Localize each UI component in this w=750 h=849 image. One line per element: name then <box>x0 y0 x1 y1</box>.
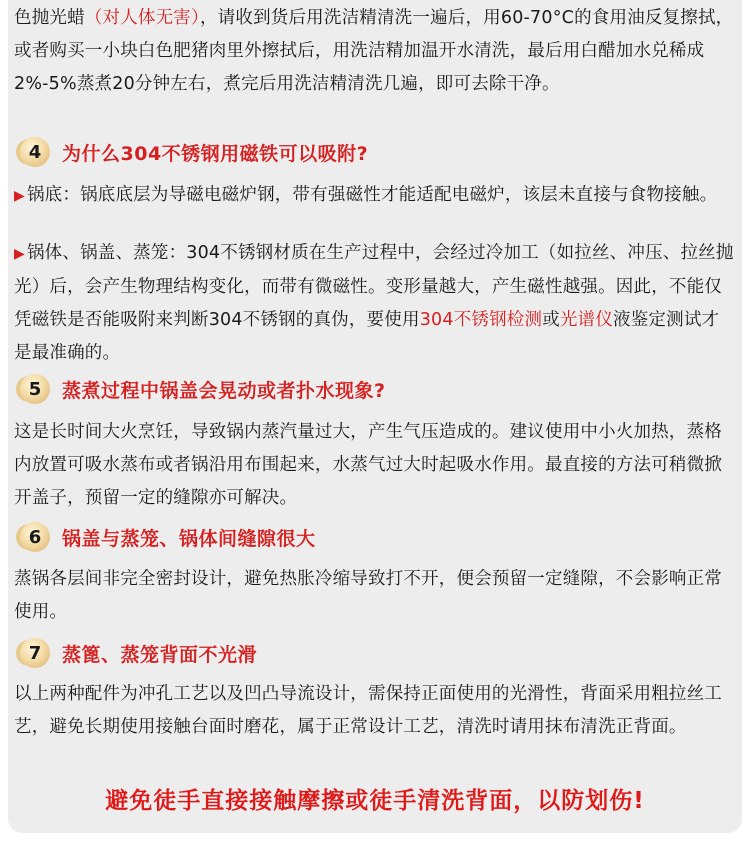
highlight-304-test: 304不锈钢检测 <box>419 310 543 330</box>
footer-warning: 避免徒手直接接触摩擦或徒手清洗背面，以防划伤! <box>105 788 645 814</box>
section-4-bullet-2 <box>14 237 734 370</box>
intro-paragraph <box>14 2 734 101</box>
intro-text-cont: ，请收到货后用洗洁精清洗一遍后，用60-70°C的食用油反复擦拭，或者购买一小块白色肥猪肉里外擦拭后，用洗洁精加温开水清洗，最后用白醋加水兑稀成2%-5%蒸煮20分钟左右，煮完后用洗洁精清洗几遍，即可去除干净。 <box>14 8 734 94</box>
intro-harmless-note: （对人体无害） <box>84 8 200 28</box>
highlight-spectrometer: 光谱仪 <box>559 310 614 330</box>
section-7-heading <box>20 634 257 672</box>
section-5-heading <box>20 370 386 408</box>
section-4-bullet-1 <box>14 179 734 213</box>
section-title: 蒸篦、蒸笼背面不光滑 <box>62 643 258 666</box>
bullet-arrow-icon: ▶ <box>14 188 25 204</box>
section-number-badge: 7 <box>20 638 50 668</box>
section-title: 锅盖与蒸笼、锅体间缝隙很大 <box>62 527 316 550</box>
section-number-badge: 6 <box>20 522 50 552</box>
bullet-arrow-icon: ▶ <box>14 246 25 262</box>
section-number-badge: 5 <box>20 374 50 404</box>
section-title: 蒸煮过程中锅盖会晃动或者扑水现象? <box>62 379 386 402</box>
section-4-heading <box>20 133 368 171</box>
section-6-heading <box>20 518 316 556</box>
bullet-text: 锅底：锅底底层为导磁电磁炉钢，带有强磁性才能适配电磁炉，该层未直接与食物接触。 <box>26 185 718 205</box>
section-6-body: 蒸锅各层间非完全密封设计，避免热胀冷缩导致打不开，便会预留一定缝隙，不会影响正常使用。 <box>14 569 722 622</box>
section-title: 为什么304不锈钢用磁铁可以吸附? <box>62 142 369 165</box>
section-5-body: 这是长时间大火烹饪，导致锅内蒸汽量过大，产生气压造成的。建议使用中小火加热，蒸格内放置可吸水蒸布或者锅沿用布围起来，水蒸气过大时起吸水作用。最直接的方法可稍微掀开盖子，预留一定的缝隙亦可解决。 <box>14 422 722 508</box>
section-7-body: 以上两种配件为冲孔工艺以及凹凸导流设计，需保持正面使用的光滑性，背面采用粗拉丝工艺，避免长期使用接触台面时磨花，属于正常设计工艺，清洗时请用抹布清洗正背面。 <box>14 684 722 737</box>
bullet-text: 锅体、锅盖、蒸笼：304不锈钢材质在生产过程中，会经过冷加工（如拉丝、冲压、拉丝抛光）后，会产生物理结构变化，而带有微磁性。变形量越大，产生磁性越强。因此，不能仅凭磁铁是否能吸附来判断304不锈钢的真伪，要使用 <box>14 243 734 330</box>
intro-text: 色抛光蜡 <box>14 8 85 28</box>
section-number-badge: 4 <box>20 137 50 167</box>
bullet-text: 液鉴定测试才是最准确的。 <box>14 310 720 363</box>
bullet-text: 或 <box>542 310 560 330</box>
